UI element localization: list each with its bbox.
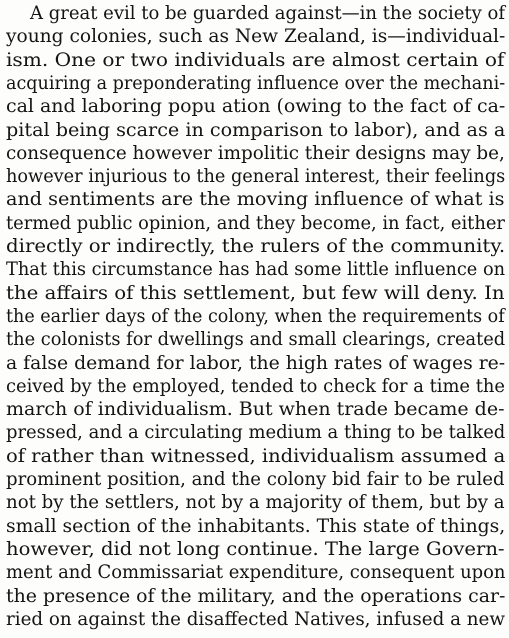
- article-line: the earlier days of the colony, when the requirements of: [6, 305, 505, 327]
- article-line: the affairs of this settlement, but few will deny. In: [6, 282, 505, 304]
- article-line: That this circumstance has had some little influence on: [6, 259, 506, 281]
- article-line: acquiring a preponderating influence over the mechani-: [6, 72, 506, 94]
- article-line: of rather than witnessed, individualism assumed a: [6, 445, 506, 467]
- article-line: a false demand for labor, the high rates of wages re-: [6, 352, 506, 374]
- article-line: pital being scarce in comparison to labor), and as a: [6, 119, 506, 141]
- article-line: the colonists for dwellings and small clearings, created: [6, 329, 506, 351]
- article-line: ism. One or two individuals are almost certain of: [6, 49, 505, 71]
- article-line: directly or indirectly, the rulers of the community.: [6, 236, 506, 257]
- article-line: young colonies, such as New Zealand, is—individual-: [6, 26, 506, 48]
- article-line: not by the settlers, not by a majority of them, but by a: [6, 492, 505, 514]
- article-line: and sentiments are the moving influence of what is: [6, 189, 505, 211]
- article-line: small section of the inhabitants. This state of things,: [6, 515, 506, 537]
- article-line: pressed, and a circulating medium a thing to be talked: [6, 422, 506, 444]
- article-line: cal and laboring popu ation (owing to the fact of ca-: [6, 96, 506, 118]
- article-line: consequence however impolitic their designs may be,: [6, 142, 505, 164]
- article-line: however, did not long continue. The large Govern-: [6, 538, 505, 560]
- article-line: ceived by the employed, tended to check for a time the: [6, 375, 505, 397]
- article-line: march of individualism. But when trade became de-: [6, 399, 505, 421]
- article-line: the presence of the military, and the operations car-: [6, 585, 506, 607]
- article-line: termed public opinion, and they become, in fact, either: [6, 212, 505, 234]
- article-line: ried on against the disaffected Natives, infused a new: [6, 608, 505, 630]
- article-line: ment and Commissariat expenditure, consequent upon: [6, 562, 506, 584]
- article-line: prominent position, and the colony bid fair to be ruled: [6, 469, 505, 490]
- article-line: however injurious to the general interest, their feelings: [6, 166, 506, 188]
- article-line: A great evil to be guarded against—in the society of: [30, 3, 506, 24]
